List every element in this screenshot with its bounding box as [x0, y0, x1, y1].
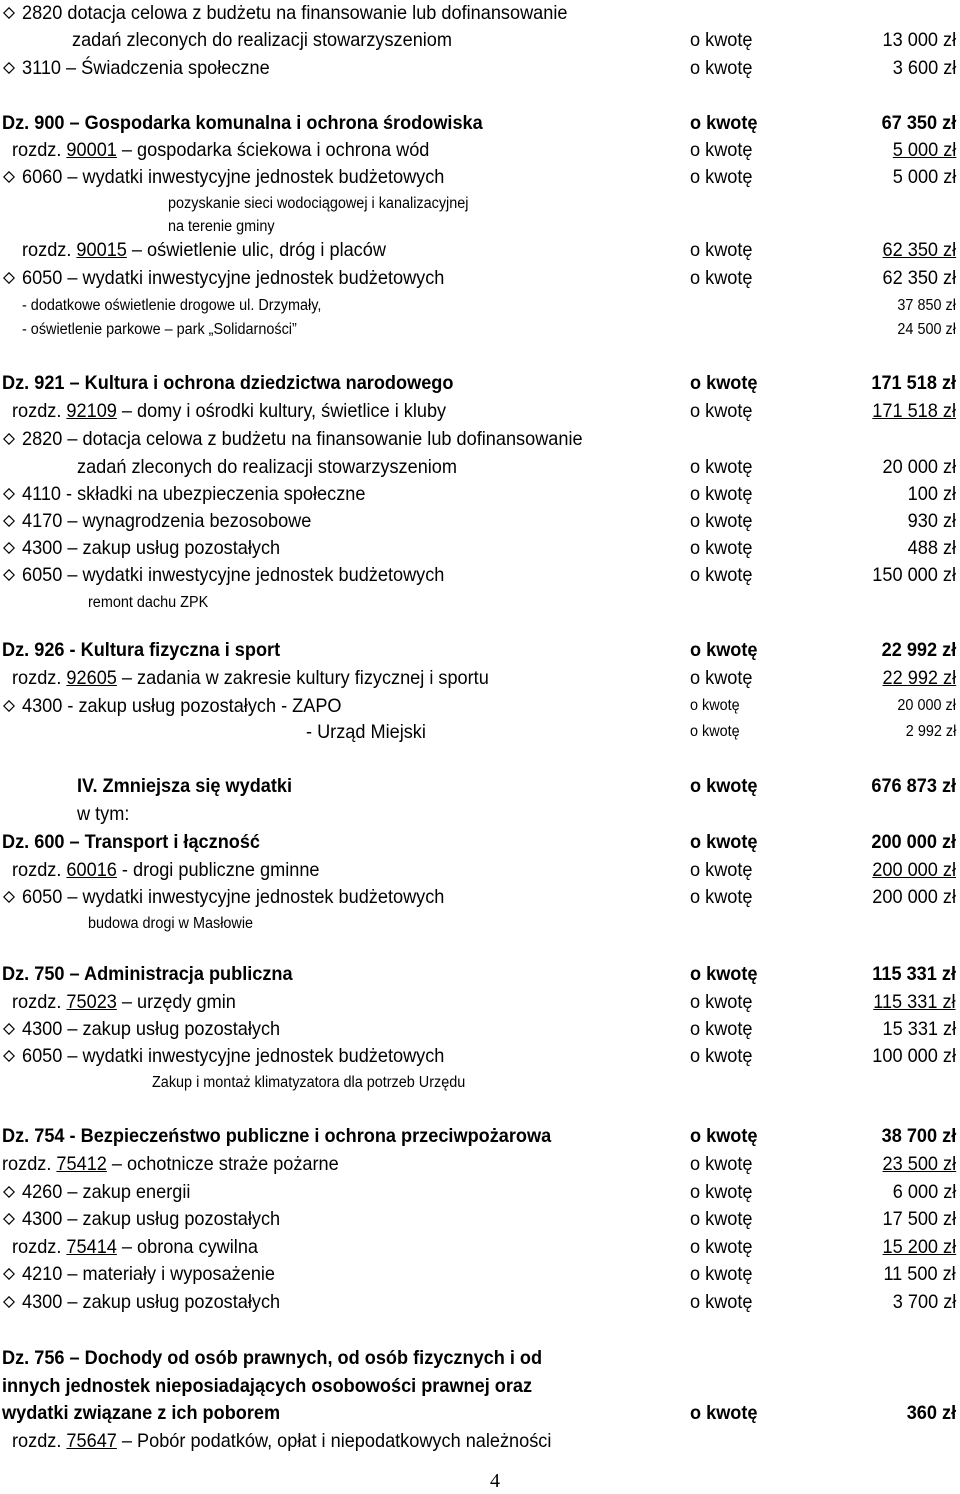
- diamond-bullet-icon: [3, 700, 15, 712]
- amount-prefix: o kwotę: [690, 456, 753, 478]
- section-title: – ochotnicze straże pożarne: [106, 1153, 339, 1175]
- section-prefix: rozdz.: [2, 1153, 52, 1175]
- amount-prefix: o kwotę: [690, 859, 753, 881]
- line-label: Dz. 756 – Dochody od osób prawnych, od osób fizycznych i od: [2, 1347, 543, 1369]
- amount-value: 17 500 zł: [882, 1208, 956, 1230]
- budget-line: [0, 138, 960, 162]
- budget-line: [0, 1262, 960, 1286]
- line-label: Dz. 750 – Administracja publiczna: [2, 963, 293, 985]
- amount-value: 22 992 zł: [881, 639, 956, 661]
- section-code: 92605: [66, 667, 117, 689]
- line-label: na terenie gminy: [168, 218, 275, 235]
- section-prefix: rozdz.: [12, 139, 62, 161]
- budget-line: [0, 638, 960, 662]
- budget-line: [0, 56, 960, 80]
- diamond-bullet-icon: [3, 1213, 15, 1225]
- amount-value: 171 518 zł: [871, 372, 956, 394]
- line-label: 6050 – wydatki inwestycyjne jednostek budżetowych: [22, 1045, 445, 1067]
- amount-prefix: o kwotę: [690, 963, 758, 985]
- budget-line: [0, 694, 960, 718]
- amount-prefix: o kwotę: [690, 1291, 753, 1313]
- diamond-bullet-icon: [3, 272, 15, 284]
- diamond-bullet-icon: [3, 62, 15, 74]
- diamond-bullet-icon: [3, 1186, 15, 1198]
- diamond-bullet-icon: [3, 1296, 15, 1308]
- section-prefix: rozdz.: [12, 991, 62, 1013]
- budget-line: [0, 830, 960, 854]
- amount-value: 2 992 zł: [905, 723, 956, 740]
- amount-prefix: o kwotę: [690, 886, 753, 908]
- section-title: – gospodarka ściekowa i ochrona wód: [116, 139, 430, 161]
- amount-value: 3 600 zł: [892, 57, 956, 79]
- budget-line: [0, 455, 960, 479]
- budget-line: [0, 509, 960, 533]
- budget-line: [0, 399, 960, 423]
- amount-value: 676 873 zł: [871, 775, 956, 797]
- section-title: – Pobór podatków, opłat i niepodatkowych należności: [116, 1430, 552, 1452]
- diamond-bullet-icon: [3, 891, 15, 903]
- budget-line: [0, 1124, 960, 1148]
- line-label: Dz. 921 – Kultura i ochrona dziedzictwa narodowego: [2, 372, 454, 394]
- diamond-bullet-icon: [3, 7, 15, 19]
- amount-prefix: o kwotę: [690, 1208, 753, 1230]
- line-label: 6050 – wydatki inwestycyjne jednostek budżetowych: [22, 564, 445, 586]
- amount-value: 20 000 zł: [882, 456, 956, 478]
- page-number: 4: [490, 1470, 500, 1492]
- amount-value: 6 000 zł: [892, 1181, 956, 1203]
- section-title: – domy i ośrodki kultury, świetlice i kluby: [116, 400, 447, 422]
- amount-prefix: o kwotę: [690, 1402, 758, 1424]
- line-label: IV. Zmniejsza się wydatki: [77, 775, 293, 797]
- amount-value: 3 700 zł: [892, 1291, 956, 1313]
- line-label: 2820 – dotacja celowa z budżetu na finansowanie lub dofinansowanie: [22, 428, 583, 450]
- diamond-bullet-icon: [3, 171, 15, 183]
- section-prefix: rozdz.: [12, 1430, 62, 1452]
- section-title: – obrona cywilna: [116, 1236, 259, 1258]
- amount-prefix: o kwotę: [690, 1181, 753, 1203]
- amount-prefix: o kwotę: [690, 267, 753, 289]
- line-label: w tym:: [77, 803, 130, 825]
- budget-line: [0, 1346, 960, 1370]
- line-label: - dodatkowe oświetlenie drogowe ul. Drzymały,: [22, 297, 322, 314]
- budget-line: [0, 591, 960, 615]
- line-label: zadań zleconych do realizacji stowarzyszeniom: [72, 29, 453, 51]
- section-code: 90015: [76, 239, 127, 261]
- amount-prefix: o kwotę: [690, 1018, 753, 1040]
- section-code: 90001: [66, 139, 117, 161]
- amount-prefix: o kwotę: [690, 537, 753, 559]
- line-label: 4300 – zakup usług pozostałych: [22, 1018, 281, 1040]
- amount-value: 22 992 zł: [882, 667, 956, 689]
- budget-line: [0, 536, 960, 560]
- amount-prefix: o kwotę: [690, 239, 753, 261]
- amount-value: 23 500 zł: [882, 1153, 956, 1175]
- amount-prefix: o kwotę: [690, 510, 753, 532]
- amount-value: 67 350 zł: [881, 112, 956, 134]
- section-prefix: rozdz.: [12, 859, 62, 881]
- amount-value: 15 331 zł: [882, 1018, 956, 1040]
- section-prefix: rozdz.: [12, 400, 62, 422]
- budget-line: [0, 774, 960, 798]
- line-label: Zakup i montaż klimatyzatora dla potrzeb Urzędu: [152, 1074, 466, 1091]
- budget-line: [0, 720, 960, 744]
- line-label: [12, 1235, 258, 1259]
- line-label: remont dachu ZPK: [88, 594, 209, 611]
- amount-value: 5 000 zł: [892, 139, 956, 161]
- amount-prefix: o kwotę: [690, 991, 753, 1013]
- amount-value: 115 331 zł: [873, 991, 956, 1013]
- amount-value: 38 700 zł: [881, 1125, 956, 1147]
- amount-prefix: o kwotę: [690, 1125, 758, 1147]
- line-label: budowa drogi w Masłowie: [88, 915, 254, 932]
- amount-prefix: o kwotę: [690, 723, 740, 740]
- diamond-bullet-icon: [3, 433, 15, 445]
- amount-prefix: o kwotę: [690, 831, 758, 853]
- line-label: 4210 – materiały i wyposażenie: [22, 1263, 276, 1285]
- budget-line: [0, 1290, 960, 1314]
- amount-value: 24 500 zł: [897, 321, 956, 338]
- amount-prefix: o kwotę: [690, 400, 753, 422]
- amount-value: 930 zł: [907, 510, 956, 532]
- amount-prefix: o kwotę: [690, 667, 753, 689]
- amount-value: 100 zł: [907, 483, 956, 505]
- budget-line: [0, 294, 960, 318]
- amount-value: 15 200 zł: [882, 1236, 956, 1258]
- amount-prefix: o kwotę: [690, 112, 758, 134]
- budget-line: [0, 215, 960, 239]
- amount-prefix: o kwotę: [690, 775, 758, 797]
- amount-value: 360 zł: [906, 1402, 956, 1424]
- line-label: [12, 1429, 551, 1453]
- amount-value: 488 zł: [907, 537, 956, 559]
- diamond-bullet-icon: [3, 1023, 15, 1035]
- section-prefix: rozdz.: [22, 239, 72, 261]
- line-label: [2, 1152, 339, 1176]
- budget-line: [0, 990, 960, 1014]
- amount-prefix: o kwotę: [690, 1263, 753, 1285]
- line-label: 4260 – zakup energii: [22, 1181, 191, 1203]
- amount-prefix: o kwotę: [690, 639, 758, 661]
- budget-line: [0, 318, 960, 342]
- budget-line: [0, 563, 960, 587]
- line-label: 6050 – wydatki inwestycyjne jednostek budżetowych: [22, 267, 445, 289]
- line-label: wydatki związane z ich poborem: [2, 1402, 281, 1424]
- budget-line: [0, 427, 960, 451]
- section-code: 60016: [66, 859, 117, 881]
- budget-line: [0, 482, 960, 506]
- budget-line: [0, 912, 960, 936]
- amount-value: 62 350 zł: [882, 239, 956, 261]
- line-label: pozyskanie sieci wodociągowej i kanalizacyjnej: [168, 195, 469, 212]
- amount-value: 62 350 zł: [882, 267, 956, 289]
- budget-line: [0, 371, 960, 395]
- section-code: 75412: [56, 1153, 107, 1175]
- budget-line: [0, 238, 960, 262]
- line-label: innych jednostek nieposiadających osobowości prawnej oraz: [2, 1375, 533, 1397]
- budget-line: [0, 1235, 960, 1259]
- amount-prefix: o kwotę: [690, 139, 753, 161]
- amount-value: 13 000 zł: [882, 29, 956, 51]
- line-label: 4170 – wynagrodzenia bezosobowe: [22, 510, 312, 532]
- line-label: [12, 138, 429, 162]
- amount-prefix: o kwotę: [690, 1236, 753, 1258]
- budget-line: [0, 28, 960, 52]
- budget-line: [0, 1152, 960, 1176]
- line-label: zadań zleconych do realizacji stowarzyszeniom: [77, 456, 458, 478]
- budget-line: [0, 1207, 960, 1231]
- budget-line: [0, 1429, 960, 1453]
- diamond-bullet-icon: [3, 1050, 15, 1062]
- budget-line: [0, 1401, 960, 1425]
- amount-prefix: o kwotę: [690, 29, 753, 51]
- section-prefix: rozdz.: [12, 1236, 62, 1258]
- amount-value: 200 000 zł: [872, 886, 956, 908]
- section-title: – oświetlenie ulic, dróg i placów: [126, 239, 386, 261]
- section-code: 75023: [66, 991, 117, 1013]
- amount-value: 150 000 zł: [872, 564, 956, 586]
- line-label: [22, 238, 386, 262]
- amount-value: 37 850 zł: [897, 297, 956, 314]
- budget-line: [0, 1374, 960, 1398]
- budget-line: [0, 266, 960, 290]
- amount-prefix: o kwotę: [690, 1045, 753, 1067]
- line-label: [12, 666, 489, 690]
- budget-line: [0, 165, 960, 189]
- section-title: – urzędy gmin: [116, 991, 236, 1013]
- line-label: Dz. 900 – Gospodarka komunalna i ochrona środowiska: [2, 112, 483, 134]
- section-code: 92109: [66, 400, 117, 422]
- line-label: 4300 – zakup usług pozostałych: [22, 1291, 281, 1313]
- amount-prefix: o kwotę: [690, 564, 753, 586]
- budget-line: [0, 192, 960, 216]
- diamond-bullet-icon: [3, 1268, 15, 1280]
- line-label: Dz. 754 - Bezpieczeństwo publiczne i ochrona przeciwpożarowa: [2, 1125, 552, 1147]
- section-title: - drogi publiczne gminne: [116, 859, 320, 881]
- line-label: [12, 990, 236, 1014]
- section-code: 75414: [66, 1236, 117, 1258]
- section-title: – zadania w zakresie kultury fizycznej i sportu: [116, 667, 489, 689]
- amount-value: 115 331 zł: [872, 963, 956, 985]
- amount-value: 20 000 zł: [897, 697, 956, 714]
- line-label: 2820 dotacja celowa z budżetu na finansowanie lub dofinansowanie: [22, 2, 568, 24]
- diamond-bullet-icon: [3, 515, 15, 527]
- amount-prefix: o kwotę: [690, 697, 740, 714]
- amount-value: 171 518 zł: [872, 400, 956, 422]
- section-prefix: rozdz.: [12, 667, 62, 689]
- line-label: 4300 – zakup usług pozostałych: [22, 537, 281, 559]
- section-code: 75647: [66, 1430, 117, 1452]
- line-label: 6060 – wydatki inwestycyjne jednostek budżetowych: [22, 166, 445, 188]
- diamond-bullet-icon: [3, 569, 15, 581]
- amount-value: 11 500 zł: [883, 1263, 956, 1285]
- line-label: 4300 – zakup usług pozostałych: [22, 1208, 281, 1230]
- budget-line: [0, 666, 960, 690]
- diamond-bullet-icon: [3, 542, 15, 554]
- amount-prefix: o kwotę: [690, 372, 758, 394]
- budget-line: [0, 1017, 960, 1041]
- amount-prefix: o kwotę: [690, 166, 753, 188]
- budget-line: [0, 802, 960, 826]
- budget-line: [0, 885, 960, 909]
- diamond-bullet-icon: [3, 488, 15, 500]
- amount-value: 200 000 zł: [871, 831, 956, 853]
- amount-prefix: o kwotę: [690, 1153, 753, 1175]
- line-label: - oświetlenie parkowe – park „Solidarności”: [22, 321, 297, 338]
- budget-line: [0, 858, 960, 882]
- budget-line: [0, 1, 960, 25]
- amount-value: 100 000 zł: [872, 1045, 956, 1067]
- line-label: 6050 – wydatki inwestycyjne jednostek budżetowych: [22, 886, 445, 908]
- amount-value: 200 000 zł: [872, 859, 956, 881]
- line-label: 3110 – Świadczenia społeczne: [22, 57, 270, 79]
- budget-line: [0, 1044, 960, 1068]
- line-label: - Urząd Miejski: [306, 721, 426, 743]
- amount-prefix: o kwotę: [690, 57, 753, 79]
- budget-line: [0, 962, 960, 986]
- line-label: 4300 - zakup usług pozostałych - ZAPO: [22, 695, 342, 717]
- line-label: Dz. 926 - Kultura fizyczna i sport: [2, 639, 281, 661]
- budget-line: [0, 111, 960, 135]
- line-label: [12, 858, 319, 882]
- budget-line: [0, 1071, 960, 1095]
- line-label: 4110 - składki na ubezpieczenia społeczne: [22, 483, 366, 505]
- line-label: [12, 399, 446, 423]
- line-label: Dz. 600 – Transport i łączność: [2, 831, 261, 853]
- amount-value: 5 000 zł: [892, 166, 956, 188]
- budget-line: [0, 1180, 960, 1204]
- amount-prefix: o kwotę: [690, 483, 753, 505]
